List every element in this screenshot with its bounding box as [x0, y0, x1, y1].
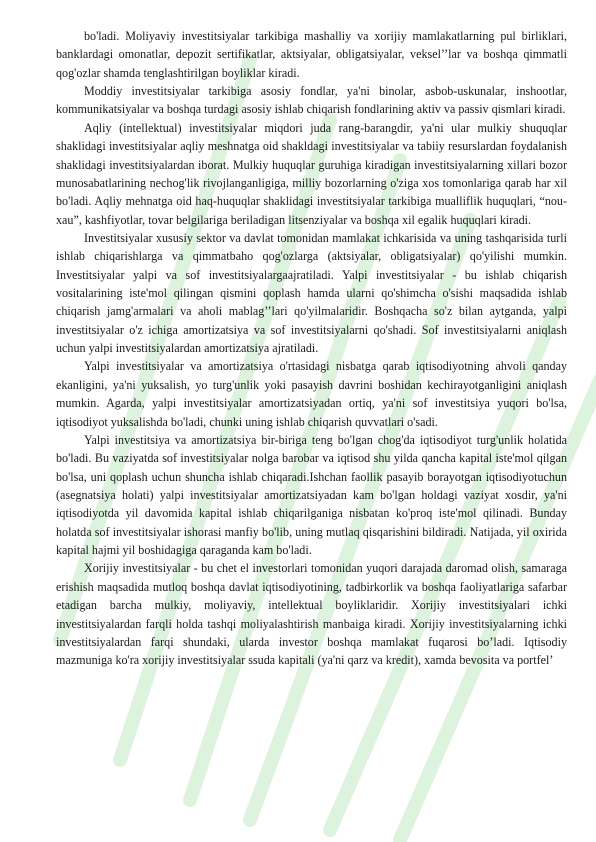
- paragraph: Yalpi investitsiyalar va amortizatsiya o'rtasidagi nisbatga qarab iqtisodiyotning ahvoli qanday ekanligini, ya'ni yuksalish, yo turg'unlik yoki pasayish davrini boshidan kechirayotganligini aniqlash mumkin. Agarda, yalpi investitsiyalar amortizatsiyadan ortiq, ya'ni sof investitsiya yuqori bo'lsa, iqtisodiyot yuksalishda bo'ladi, chunki uning ishlab chiqarish quvvatlari o'sadi.: [56, 359, 567, 429]
- paragraph: Moddiy investitsiyalar tarkibiga asosiy fondlar, ya'ni binolar, asbob-uskunalar, inshootlar, kommunikatsiyalar va boshqa turdagi asosiy ishlab chiqarish fondlarining aktiv va passiv qismlari kiradi.: [56, 84, 567, 117]
- paragraph: bo'ladi. Moliyaviy investitsiyalar tarkibiga mashalliy va xorijiy mamlakatlarning pul birliklari, banklardagi omonatlar, depozit sertifikatlar, aktsiyalar, obligatsiyalar, veksel’’lar va boshqa qimmatli qog'ozlar shamda tenglashtirilgan boyliklar kiradi.: [56, 29, 567, 80]
- paragraph: Yalpi investitsiya va amortizatsiya bir-biriga teng bo'lgan chog'da iqtisodiyot turg'unlik holatida bo'ladi. Bu vaziyatda sof investitsiyalar nolga barobar va iqtisod shu yilda qancha kapital iste'mol qilgan bo'lsa, uni qoplash uchun shuncha ishlab chiqaradi.Ishchan faollik pasayib borayotgan iqtisodiyotuchun (asegnatsiya holati) yalpi investitsiyalar amortizatsiyadan kam bo'lgan holdagi vaziyat xosdir, ya'ni iqtisodiyotda yil davomida kapital ishlab chiqarilganiga nisbatan ko'proq iste'mol qilinadi. Bunday holatda sof investitsiyalar ishorasi manfiy bo'lib, uning mutlaq qisqarishini bildiradi. Natijada, yil oxirida kapital hajmi yil boshidagiga qaraganda kam bo'ladi.: [56, 432, 567, 558]
- document-body: [56, 27, 567, 670]
- paragraph: Xorijiy investitsiyalar - bu chet el investorlari tomonidan yuqori darajada daromad olish, samaraga erishish maqsadida mutloq boshqa davlat iqtisodiyotining, tadbirkorlik va boshqa faoliyatlariga safarbar etadigan barcha mulkiy, moliyaviy, intellektual boyliklaridir. Xorijiy investitsiyalari ichki investitsiyalardan farqli holda tashqi moliyalashtirish manbaiga kiradi. Xorijiy investitsiyalarning ichki investitsiyalardan farqi shundaki, ularda investor boshqa mamlakat fuqarosi bo’ladi. Iqtisodiy mazmuniga ko'ra xorijiy investitsiyalar ssuda kapitali (ya'ni qarz va kredit), xamda bevosita va portfel’: [56, 561, 567, 668]
- paragraph: Aqliy (intellektual) investitsiyalar miqdori juda rang-barangdir, ya'ni ular mulkiy shuquqlar shaklidagi investitsiyalar aqliy meshnatga oid shakldagi investitsiyalar va tabiiy resurslardan foydalanish shaklidagi investitsiyalardan iborat. Mulkiy huquqlar guruhiga kiradigan investitsiyalarning xillari bozor munosabatlarining nechog'lik rivojlanganligiga, milliy bozorlarning o'ziga xos tomonlariga qarab har xil bo'ladi. Aqliy mehnatga oid haq-huquqlar shaklidagi investitsiyalar tarkibiga mualliflik huquqlari, “nou-xau”, kashfiyotlar, tovar belgilariga beriladigan litsenziyalar va boshqa xil egalik huquqlari kiradi.: [56, 120, 567, 227]
- paragraph: Investitsiyalar xususiy sektor va davlat tomonidan mamlakat ichkarisida va uning tashqarisida turli ishlab chiqarishlarga va qimmatbaho qog'ozlarga (aktsiyalar, obligatsiyalar) qo'yilishi mumkin. Investitsiyalar yalpi va sof investitsiyalargaajratiladi. Yalpi investitsiyalar - bu ishlab chiqarish vositalarining iste'mol qilingan qismini qoplash hamda ularni qo'shimcha o'sishi maqsadida ishlab chiqarish jamg'armalari va aholi mablag’’lari qo'yilmalaridir. Boshqacha so'z bilan aytganda, yalpi investitsiyalar o'z ichiga amortizatsiya va sof investitsiyalarni qo'shadi. Sof investitsiyalarni aniqlash uchun yalpi investitsiyalardan amortizatsiya ajratiladi.: [56, 230, 567, 356]
